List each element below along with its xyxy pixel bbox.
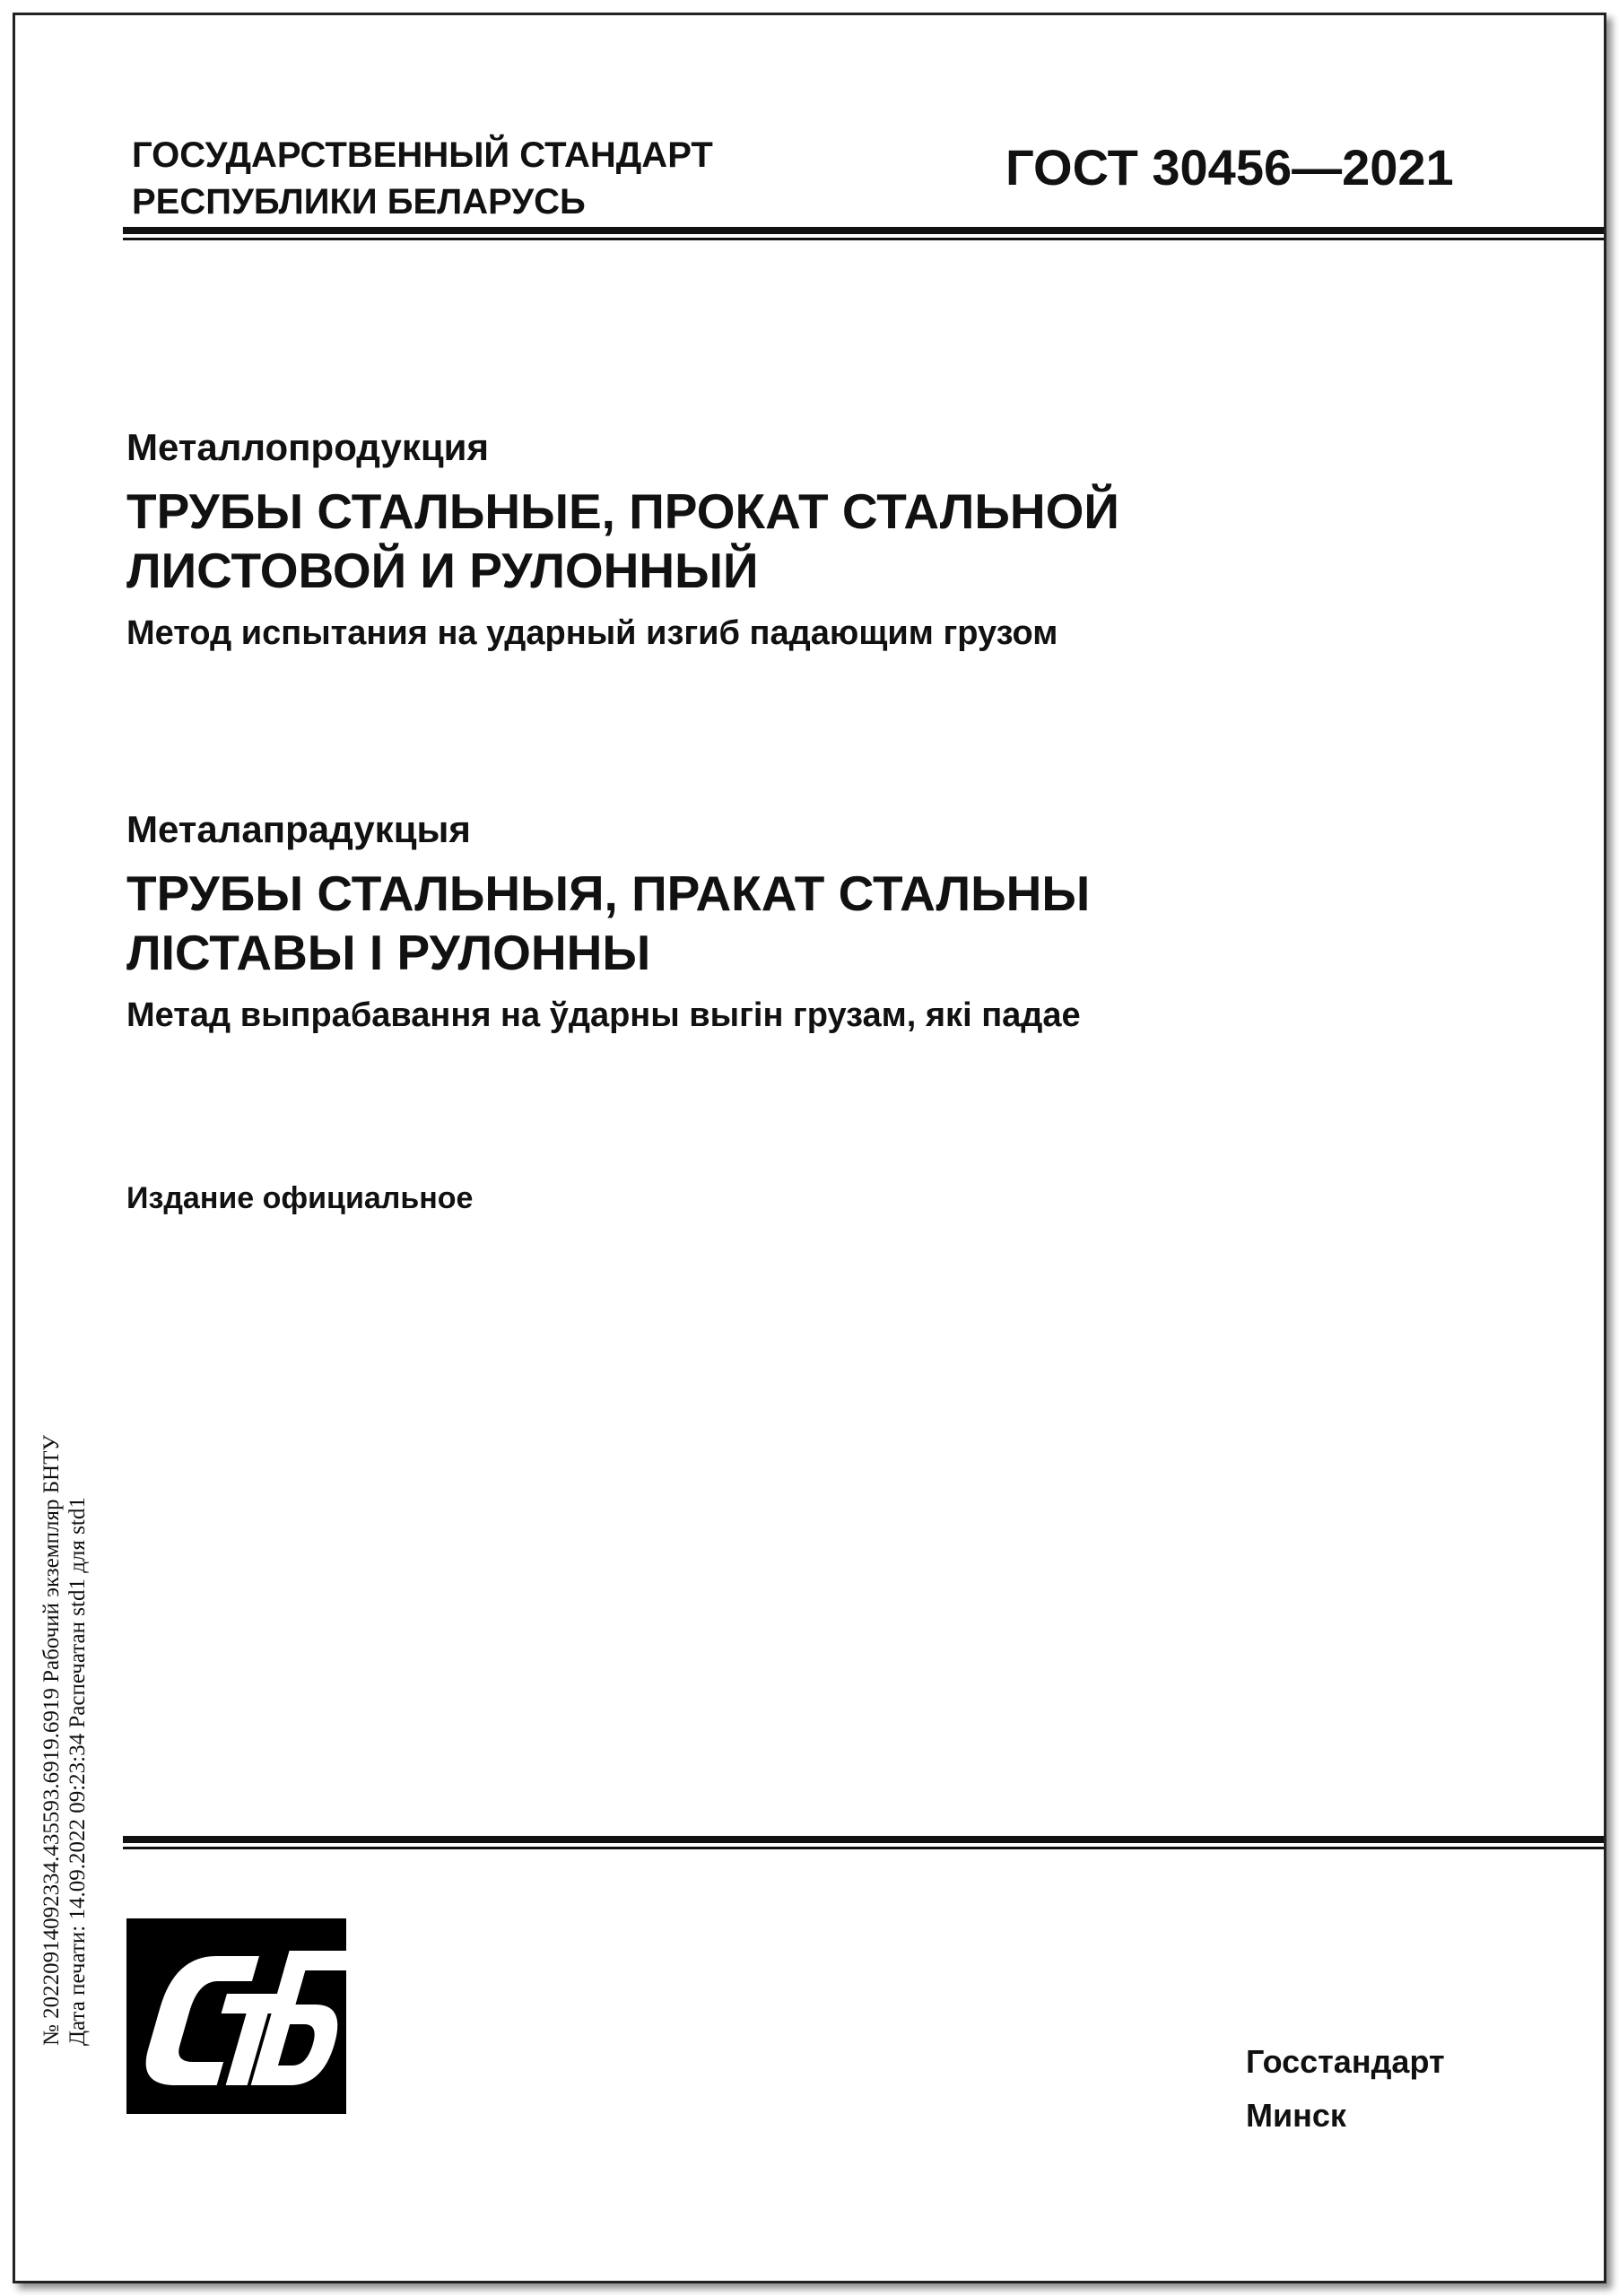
issuer-block <box>132 132 713 225</box>
title-be-line-1: ТРУБЫ СТАЛЬНЫЯ, ПРАКАТ СТАЛЬНЫ <box>126 865 1091 921</box>
title-ru-line-1: ТРУБЫ СТАЛЬНЫЕ, ПРОКАТ СТАЛЬНОЙ <box>126 483 1119 539</box>
footer-rule <box>123 1836 1604 1849</box>
standard-designation: ГОСТ 30456—2021 <box>1005 139 1454 196</box>
stb-logo-icon <box>126 1918 346 2114</box>
print-stamp <box>39 1149 91 2046</box>
print-stamp-line-1: № 20220914092334.435593.6919.6919 Рабочий экземпляр БНТУ <box>39 1434 64 2046</box>
publisher-block <box>1246 2035 1445 2143</box>
publisher-city: Минск <box>1246 2097 1346 2134</box>
subtitle-ru: Метод испытания на ударный изгиб падающим грузом <box>126 614 1058 652</box>
print-stamp-line-2: Дата печати: 14.09.2022 09:23:34 Распечатан std1 для std1 <box>65 1497 90 2046</box>
title-ru-line-2: ЛИСТОВОЙ И РУЛОННЫЙ <box>126 543 759 598</box>
publisher-name: Госстандарт <box>1246 2043 1445 2080</box>
category-ru: Металлопродукция <box>126 426 490 468</box>
header-rule <box>123 227 1604 240</box>
issuer-line-1: ГОСУДАРСТВЕННЫЙ СТАНДАРТ <box>132 135 713 175</box>
edition-label: Издание официальное <box>126 1181 474 1215</box>
issuer-line-2: РЕСПУБЛИКИ БЕЛАРУСЬ <box>132 182 586 222</box>
document-page <box>13 13 1606 2283</box>
title-block-ru <box>126 422 1119 656</box>
category-be: Металапрадукцыя <box>126 808 471 850</box>
title-be-line-2: ЛІСТАВЫ І РУЛОННЫ <box>126 925 651 980</box>
title-block-be <box>126 804 1090 1038</box>
subtitle-be: Метад выпрабавання на ўдарны выгін грузам, які падае <box>126 996 1081 1034</box>
stb-logo-graphic <box>126 1918 346 2114</box>
